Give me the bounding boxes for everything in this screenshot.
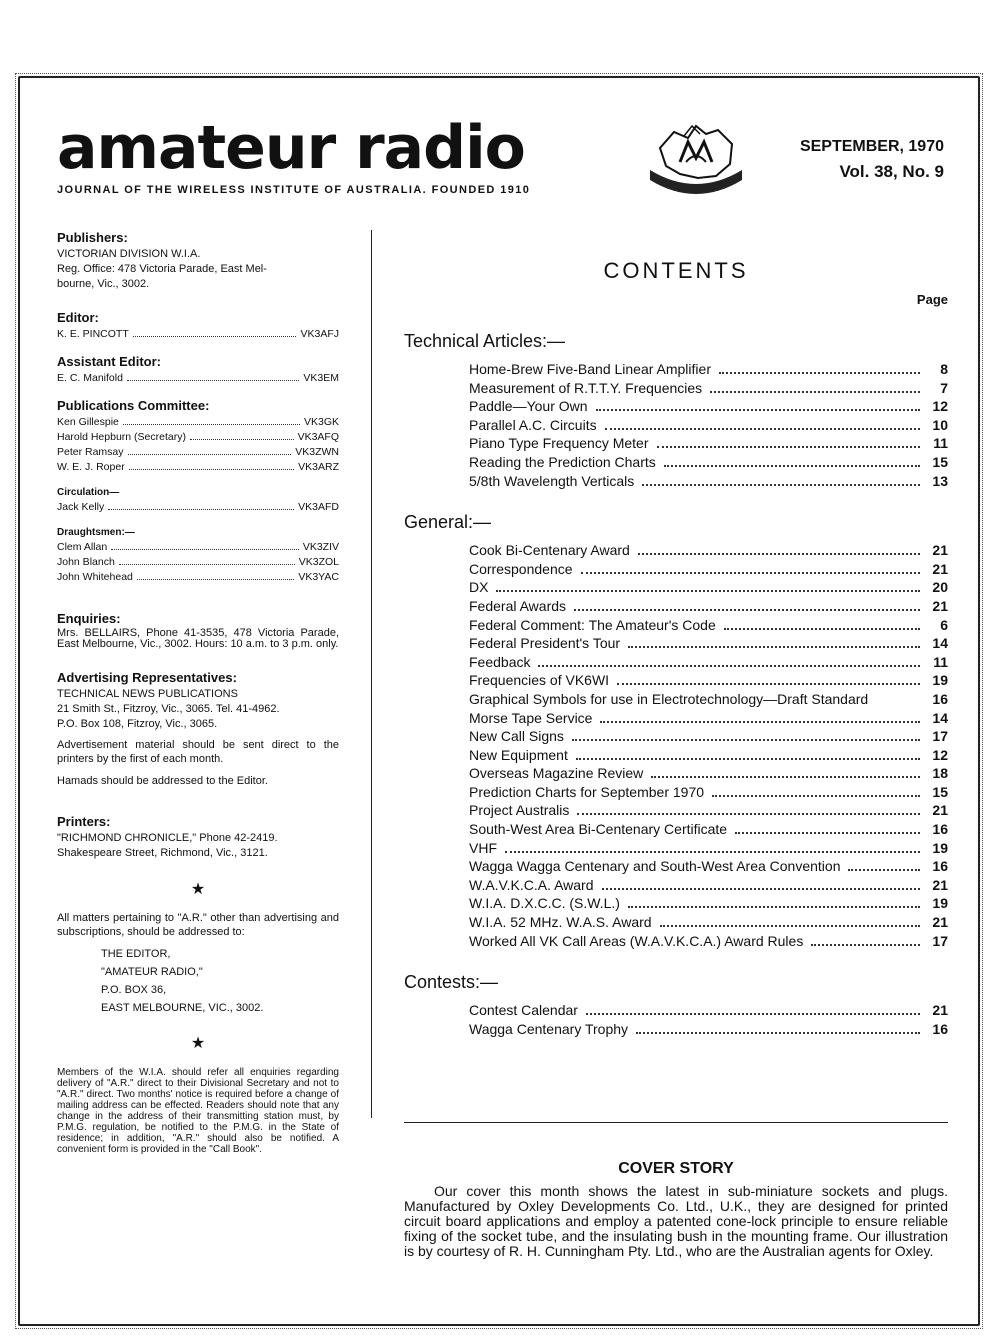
contents-entry xyxy=(469,764,948,783)
entry-leader xyxy=(602,888,920,890)
entry-title: Contest Calendar xyxy=(469,1002,578,1019)
publishers-line: VICTORIAN DIVISION W.I.A. xyxy=(57,248,201,260)
entry-page: 15 xyxy=(932,453,948,470)
entry-page: 13 xyxy=(932,472,948,489)
entry-page: 10 xyxy=(932,416,948,433)
entry-page: 19 xyxy=(932,839,948,856)
entry-page: 21 xyxy=(932,876,948,893)
entry-title: VHF xyxy=(469,839,497,856)
entry-title: Federal Awards xyxy=(469,597,567,614)
entry-title: W.A.V.K.C.A. Award xyxy=(469,876,594,893)
entry-leader xyxy=(636,1032,920,1034)
entry-leader xyxy=(505,851,920,853)
printers-line: "RICHMOND CHRONICLE," Phone 42-2419. xyxy=(57,832,278,844)
entry-leader xyxy=(572,739,920,741)
entry-page: 16 xyxy=(932,690,948,707)
entry-page: 11 xyxy=(933,653,948,670)
contents-entry xyxy=(469,727,948,746)
contents-entry xyxy=(469,360,948,379)
entry-title: Federal Comment: The Amateur's Code xyxy=(469,616,716,633)
entry-page: 17 xyxy=(932,932,948,949)
star-separator: ★ xyxy=(190,881,206,898)
staff-callsign: VK3GK xyxy=(303,416,339,428)
column-divider xyxy=(371,230,372,1118)
entry-title: Feedback xyxy=(469,653,531,670)
contents-heading: CONTENTS xyxy=(603,258,749,283)
publishers-line: Reg. Office: 478 Victoria Parade, East Mel- xyxy=(57,263,267,275)
contents-entry xyxy=(469,472,948,491)
entry-page: 21 xyxy=(932,914,948,931)
entry-title: Federal President's Tour xyxy=(469,635,621,652)
advertising-heading: Advertising Representatives: xyxy=(57,670,237,685)
contents-column xyxy=(404,258,948,1038)
entry-title: Cook Bi-Centenary Award xyxy=(469,542,630,559)
staff-row xyxy=(57,430,339,445)
entry-page: 15 xyxy=(932,783,948,800)
staff-name: Clem Allan xyxy=(57,541,108,553)
entry-page: 19 xyxy=(932,895,948,912)
masthead xyxy=(57,113,531,196)
entry-title: Parallel A.C. Circuits xyxy=(469,416,597,433)
enquiries-heading: Enquiries: xyxy=(57,611,121,626)
page-column-label: Page xyxy=(916,292,948,307)
section-divider xyxy=(404,1122,948,1123)
entry-leader xyxy=(586,1013,920,1015)
entry-leader xyxy=(811,944,920,946)
committee-section xyxy=(57,398,339,475)
staff-row xyxy=(57,460,339,475)
entry-title: Reading the Prediction Charts xyxy=(469,453,656,470)
contents-entry xyxy=(469,894,948,913)
entry-page: 12 xyxy=(932,746,948,763)
magazine-subtitle: JOURNAL OF THE WIRELESS INSTITUTE OF AUSTRALIA. FOUNDED 1910 xyxy=(57,184,531,196)
magazine-title: amateur radio xyxy=(57,113,525,183)
entry-page: 12 xyxy=(932,398,948,415)
entry-page: 14 xyxy=(932,709,948,726)
enquiries-text: Mrs. BELLAIRS, Phone 41-3535, 478 Victoria Parade, East Melbourne, Vic., 3002. Hours: 10 a.m. to 3 p.m. only. xyxy=(57,627,339,650)
contents-entry xyxy=(469,653,948,672)
staff-name: E. C. Manifold xyxy=(57,372,123,384)
cover-story-heading: COVER STORY xyxy=(618,1160,734,1177)
advertising-line: TECHNICAL NEWS PUBLICATIONS xyxy=(57,688,238,700)
staff-column xyxy=(57,230,339,1155)
enquiries-section xyxy=(57,611,339,650)
staff-callsign: VK3ZWN xyxy=(295,446,339,458)
staff-row xyxy=(57,327,339,342)
entry-leader xyxy=(600,721,920,723)
members-note: Members of the W.I.A. should refer all enquiries regarding delivery of "A.R." direct to their Divisional Secretary and not to "A.R." direct. Two months' notice is required before a change of mailing address can be effected. Readers should note that any change in the address of their transmitting station must, by P.M.G. regulation, be notified to the P.M.G. in the State of residence; in addition, "A.R." should also be notified. A convenient form is provided in the "Call Book". xyxy=(57,1067,339,1155)
staff-name: Harold Hepburn (Secretary) xyxy=(57,431,186,443)
issue-volume: Vol. 38, No. 9 xyxy=(839,162,944,181)
printers-line: Shakespeare Street, Richmond, Vic., 3121. xyxy=(57,847,268,859)
entry-leader xyxy=(712,795,920,797)
assistant-editor-section xyxy=(57,354,339,386)
entry-title: Frequencies of VK6WI xyxy=(469,672,610,689)
entry-page: 11 xyxy=(933,435,948,452)
entry-leader xyxy=(576,758,920,760)
entry-leader xyxy=(538,665,920,667)
entry-leader xyxy=(657,446,920,448)
printers-section xyxy=(57,814,339,861)
entry-page: 21 xyxy=(932,597,948,614)
editor-address xyxy=(101,945,339,1017)
entry-leader xyxy=(628,906,920,908)
entry-leader xyxy=(651,776,920,778)
entry-title: Measurement of R.T.T.Y. Frequencies xyxy=(469,379,703,396)
editor-heading: Editor: xyxy=(57,310,99,325)
issue-date: SEPTEMBER, 1970 xyxy=(799,138,944,155)
staff-name: Peter Ramsay xyxy=(57,446,124,458)
entry-page: 14 xyxy=(932,635,948,652)
entry-leader xyxy=(664,465,920,467)
contents-entry xyxy=(469,578,948,597)
contents-entry xyxy=(469,876,948,895)
assistant-editor-heading: Assistant Editor: xyxy=(57,354,162,369)
contents-entry xyxy=(469,857,948,876)
contents-entry xyxy=(469,616,948,635)
entry-leader xyxy=(638,553,920,555)
entry-leader xyxy=(628,646,920,648)
staff-row xyxy=(57,371,339,386)
staff-name: W. E. J. Roper xyxy=(57,461,125,473)
staff-name: John Blanch xyxy=(57,556,115,568)
staff-callsign: VK3AFQ xyxy=(297,431,339,443)
circulation-section xyxy=(57,487,339,515)
entry-leader xyxy=(710,391,920,393)
staff-callsign: VK3ARZ xyxy=(298,461,339,473)
contents-entry xyxy=(469,801,948,820)
entry-title: Prediction Charts for September 1970 xyxy=(469,783,705,800)
entry-leader xyxy=(581,572,920,574)
entry-leader xyxy=(577,813,920,815)
entry-title: W.I.A. 52 MHz. W.A.S. Award xyxy=(469,914,652,931)
wia-emblem-icon xyxy=(640,118,752,200)
entry-leader xyxy=(574,609,920,611)
contents-entry xyxy=(469,1020,948,1039)
entry-leader xyxy=(605,428,920,430)
entry-page: 16 xyxy=(932,1020,948,1037)
entry-title: South-West Area Bi-Centenary Certificate xyxy=(469,821,728,838)
entry-leader xyxy=(724,628,920,630)
entry-leader xyxy=(719,372,920,374)
staff-name: Ken Gillespie xyxy=(57,416,119,428)
entry-leader xyxy=(642,484,920,486)
staff-row xyxy=(57,415,339,430)
entry-leader xyxy=(496,590,920,592)
matters-text: All matters pertaining to "A.R." other than advertising and subscriptions, should be addressed to: xyxy=(57,912,339,938)
entry-leader xyxy=(660,925,920,927)
entry-title: Correspondence xyxy=(469,560,573,577)
issue-info xyxy=(800,138,944,182)
staff-callsign: VK3AFD xyxy=(298,501,339,513)
staff-row xyxy=(57,500,339,515)
staff-row xyxy=(57,540,339,555)
editor-section xyxy=(57,310,339,342)
contents-entry xyxy=(469,560,948,579)
advertising-line: 21 Smith St., Fitzroy, Vic., 3065. Tel. 41-4962. xyxy=(57,703,280,715)
advertising-line: P.O. Box 108, Fitzroy, Vic., 3065. xyxy=(57,718,218,730)
entry-title: Wagga Wagga Centenary and South-West Area Convention xyxy=(469,858,841,875)
entry-title: Project Australis xyxy=(469,802,570,819)
contents-entry xyxy=(469,597,948,616)
entry-page: 21 xyxy=(932,802,948,819)
contents-category: Technical Articles:— xyxy=(404,331,566,351)
staff-callsign: VK3EM xyxy=(303,372,339,384)
entry-page: 8 xyxy=(940,361,948,377)
contents-entry xyxy=(469,671,948,690)
address-line: P.O. BOX 36, xyxy=(101,984,167,996)
staff-row xyxy=(57,555,339,570)
entry-leader xyxy=(848,869,920,871)
entry-title: New Call Signs xyxy=(469,728,564,745)
staff-callsign: VK3YAC xyxy=(298,571,339,583)
contents-entry xyxy=(469,783,948,802)
committee-heading: Publications Committee: xyxy=(57,398,210,413)
entry-page: 16 xyxy=(932,821,948,838)
draughtsmen-heading: Draughtsmen:— xyxy=(57,527,135,538)
entry-page: 21 xyxy=(932,542,948,559)
contents-entry xyxy=(469,690,948,709)
staff-name: John Whitehead xyxy=(57,571,133,583)
entry-title: New Equipment xyxy=(469,746,568,763)
entry-title: Graphical Symbols for use in Electrotechnology—Draft Standard xyxy=(469,690,869,707)
entry-page: 17 xyxy=(932,728,948,745)
address-line: THE EDITOR, xyxy=(101,948,171,960)
entry-page: 19 xyxy=(932,672,948,689)
contents-entry xyxy=(469,453,948,472)
contents-category: Contests:— xyxy=(404,972,499,993)
entry-page: 6 xyxy=(940,616,948,633)
contents-entry xyxy=(469,709,948,728)
contents-entry xyxy=(469,932,948,951)
entry-title: 5/8th Wavelength Verticals xyxy=(469,472,635,489)
staff-callsign: VK3AFJ xyxy=(300,328,339,340)
contents-entry xyxy=(469,839,948,858)
publishers-section xyxy=(57,230,339,292)
entry-title: DX xyxy=(469,579,489,596)
entry-title: Paddle—Your Own xyxy=(469,398,588,415)
contents-entry xyxy=(469,913,948,932)
contents-entry xyxy=(469,541,948,560)
entry-page: 7 xyxy=(940,379,948,396)
entry-leader xyxy=(735,832,920,834)
address-line: "AMATEUR RADIO," xyxy=(101,966,203,978)
contents-entry xyxy=(469,379,948,398)
staff-name: Jack Kelly xyxy=(57,501,105,513)
entry-page: 16 xyxy=(932,858,948,875)
star-separator: ★ xyxy=(190,1035,206,1052)
entry-page: 20 xyxy=(932,579,948,596)
staff-name: K. E. PINCOTT xyxy=(57,328,129,340)
advertising-section xyxy=(57,670,339,788)
entry-leader xyxy=(617,683,920,685)
publishers-heading: Publishers: xyxy=(57,230,128,245)
entry-page: 21 xyxy=(932,1002,948,1019)
staff-row xyxy=(57,570,339,585)
advertising-note: Advertisement material should be sent direct to the printers by the first of each month. xyxy=(57,739,339,765)
contents-category: General:— xyxy=(404,512,492,533)
entry-title: Piano Type Frequency Meter xyxy=(469,435,649,452)
entry-title: Morse Tape Service xyxy=(469,709,593,726)
staff-callsign: VK3ZOL xyxy=(298,556,339,568)
staff-callsign: VK3ZIV xyxy=(302,541,339,553)
contents-entry xyxy=(469,1001,948,1020)
contents-entry xyxy=(469,634,948,653)
cover-story xyxy=(404,1160,948,1259)
entry-page: 18 xyxy=(932,765,948,782)
entry-title: Home-Brew Five-Band Linear Amplifier xyxy=(469,361,711,377)
cover-story-text: Our cover this month shows the latest in sub-miniature sockets and plugs. Manufactured by Oxley Developments Co. Ltd., U.K., they are designed for printed circuit board applications and employ a patented cone-lock principle to ensure reliable fixing of the socket tube, and the insulating bush in the mounting frame. Our illustration is by courtesy of R. H. Cunningham Pty. Ltd., who are the Australian agents for Oxley. xyxy=(404,1183,948,1259)
entry-title: Overseas Magazine Review xyxy=(469,765,644,782)
entry-title: W.I.A. D.X.C.C. (S.W.L.) xyxy=(469,895,620,912)
printers-heading: Printers: xyxy=(57,814,111,829)
contents-entry xyxy=(469,746,948,765)
contents-entry xyxy=(469,434,948,453)
staff-row xyxy=(57,445,339,460)
entry-page: 21 xyxy=(932,560,948,577)
entry-title: Wagga Centenary Trophy xyxy=(469,1020,629,1037)
table-of-contents xyxy=(404,331,948,1038)
address-line: EAST MELBOURNE, VIC., 3002. xyxy=(101,1002,264,1014)
contents-entry xyxy=(469,820,948,839)
entry-title: Worked All VK Call Areas (W.A.V.K.C.A.) Award Rules xyxy=(469,932,804,949)
publishers-line: bourne, Vic., 3002. xyxy=(57,278,150,290)
contents-entry xyxy=(469,397,948,416)
advertising-note: Hamads should be addressed to the Editor. xyxy=(57,775,268,787)
draughtsmen-section xyxy=(57,527,339,585)
entry-leader xyxy=(596,409,920,411)
contents-entry xyxy=(469,416,948,435)
circulation-heading: Circulation— xyxy=(57,487,120,498)
